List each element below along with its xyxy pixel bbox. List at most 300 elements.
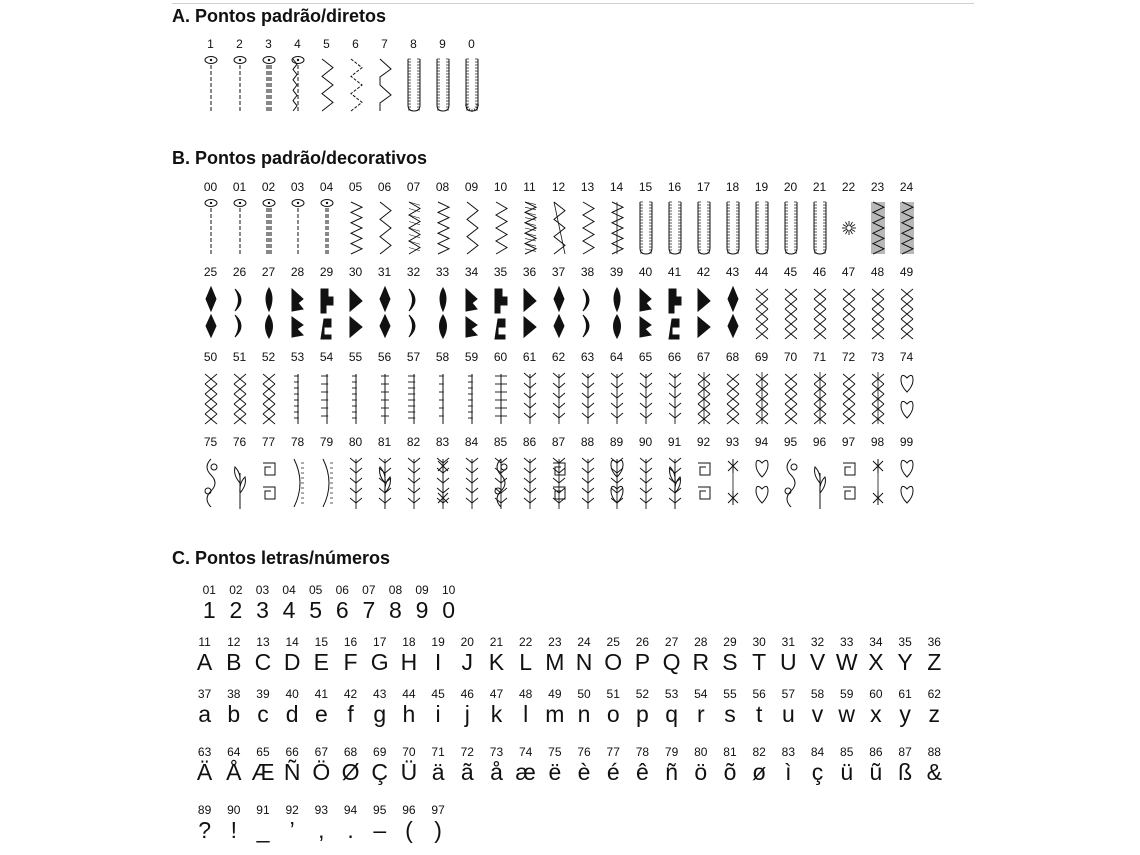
stitch-number: 41 [667,265,682,279]
character-cell [569,746,598,785]
character-glyph: è [577,759,591,785]
stitch-pattern-icon [374,368,396,426]
character-cell [803,636,832,675]
character-glyph: . [347,817,354,843]
stitch-cell [399,436,428,511]
character-cell [248,746,277,785]
stitch-pattern-icon [809,198,831,256]
character-cell [336,804,365,843]
character-cell [482,688,511,727]
stitch-cell [399,266,428,341]
stitch-number: 58 [435,350,450,364]
character-glyph: X [868,649,884,675]
stitch-number: 54 [319,350,334,364]
character-cell [832,746,861,785]
stitch-cell [515,181,544,256]
stitch-number: 90 [638,435,653,449]
character-glyph: n [577,701,591,727]
character-number: 71 [431,745,445,759]
character-glyph: H [400,649,418,675]
stitch-cell [660,181,689,256]
character-cell [803,746,832,785]
character-glyph: ä [431,759,445,785]
stitch-pattern-icon [722,453,744,511]
character-number: 09 [415,583,429,597]
stitch-pattern-icon [345,368,367,426]
character-cell [482,636,511,675]
character-glyph: ) [434,817,442,843]
stitch-cell [805,181,834,256]
stitch-number: 85 [493,435,508,449]
stitch-cell [805,266,834,341]
stitch-cell [747,436,776,511]
character-cell [482,746,511,785]
character-glyph: _ [256,817,270,843]
stitch-number: 39 [609,265,624,279]
character-glyph: G [370,649,389,675]
character-cell [599,636,628,675]
stitch-cell [747,351,776,426]
character-cell [365,688,394,727]
stitch-pattern-icon [490,453,512,511]
character-number: 31 [781,635,796,649]
character-glyph: I [434,649,442,675]
character-cell [248,688,277,727]
stitch-number: 99 [899,435,914,449]
stitch-cell [399,38,428,113]
character-glyph: O [604,649,623,675]
stitch-number: 91 [667,435,682,449]
stitch-number: 35 [493,265,508,279]
stitch-pattern-icon [316,198,338,256]
stitch-cell [486,266,515,341]
stitch-pattern-icon [374,283,396,341]
character-cell [715,746,744,785]
character-number: 38 [227,687,241,701]
character-glyph: 5 [309,597,323,623]
stitch-cell [776,436,805,511]
character-cell [832,636,861,675]
character-glyph: Q [662,649,681,675]
character-cell [686,746,715,785]
character-number: 46 [460,687,474,701]
character-cell [686,688,715,727]
stitch-cell [892,436,921,511]
character-number: 32 [810,635,825,649]
stitch-cell [631,181,660,256]
stitch-number: 08 [435,180,450,194]
character-number: 88 [927,745,941,759]
character-number: 33 [840,635,854,649]
character-cell [190,746,219,785]
stitch-cell [312,38,341,113]
stitch-number: 75 [203,435,218,449]
stitch-number: 89 [609,435,624,449]
character-cell [861,688,890,727]
stitch-pattern-icon [664,283,686,341]
stitch-number: 11 [523,180,536,194]
stitch-cell [254,38,283,113]
stitch-pattern-icon [577,368,599,426]
character-number: 80 [694,745,708,759]
character-cell [453,688,482,727]
character-cell [394,804,423,843]
character-cell [336,746,365,785]
stitch-pattern-icon [780,453,802,511]
character-cell [540,636,569,675]
character-number: 82 [752,745,766,759]
character-glyph: & [926,759,942,785]
character-number: 69 [373,745,387,759]
stitch-pattern-icon [316,283,338,341]
stitch-cell [573,436,602,511]
stitch-cell [486,351,515,426]
character-glyph: F [343,649,358,675]
stitch-cell [544,436,573,511]
stitch-cell [341,436,370,511]
stitch-cell [718,436,747,511]
stitch-cell [283,436,312,511]
stitch-cell [515,266,544,341]
stitch-number: 50 [203,350,218,364]
character-cell [278,688,307,727]
section-b-stitch-row [196,266,921,341]
stitch-number: 59 [464,350,479,364]
character-number: 48 [518,687,533,701]
character-glyph: , [318,817,325,843]
stitch-cell [892,181,921,256]
character-number: 04 [282,583,296,597]
character-cell [336,688,365,727]
stitch-pattern-icon [809,368,831,426]
stitch-cell [834,266,863,341]
stitch-pattern-icon [403,283,425,341]
stitch-pattern-icon [374,198,396,256]
stitch-pattern-icon [316,55,338,113]
stitch-number: 13 [580,180,595,194]
stitch-cell [631,266,660,341]
stitch-cell [776,351,805,426]
stitch-cell [196,436,225,511]
stitch-pattern-icon [519,198,541,256]
character-cell [307,636,336,675]
character-cell [276,584,303,623]
stitch-number: 71 [812,350,827,364]
stitch-number: 51 [232,350,247,364]
character-cell [657,636,686,675]
character-glyph: 9 [415,597,429,623]
character-glyph: v [811,701,824,727]
stitch-pattern-icon [635,283,657,341]
character-glyph: N [575,649,593,675]
character-number: 39 [256,687,270,701]
stitch-number: 07 [406,180,421,194]
character-glyph: a [198,701,211,727]
stitch-number: 49 [899,265,914,279]
stitch-pattern-icon [287,55,309,113]
character-glyph: Ñ [283,759,301,785]
stitch-number: 3 [265,37,272,51]
character-cell [424,688,453,727]
stitch-pattern-icon [229,198,251,256]
stitch-cell [486,436,515,511]
character-number: 62 [927,687,941,701]
character-glyph: æ [515,759,536,785]
stitch-pattern-icon [229,55,251,113]
stitch-pattern-icon [867,283,889,341]
stitch-cell [660,351,689,426]
character-cell [861,636,890,675]
stitch-pattern-icon [258,453,280,511]
character-number: 40 [285,687,299,701]
character-cell [219,636,248,675]
stitch-pattern-icon [693,283,715,341]
character-glyph: 0 [442,597,456,623]
character-glyph: 6 [335,597,349,623]
character-glyph: U [780,649,797,675]
character-number: 79 [664,745,679,759]
character-cell [196,584,223,623]
character-cell [891,688,920,727]
stitch-cell [863,266,892,341]
stitch-number: 78 [290,435,305,449]
character-number: 95 [373,803,387,817]
stitch-number: 5 [323,37,330,51]
character-glyph: 7 [362,597,376,623]
stitch-cell [457,181,486,256]
stitch-pattern-icon [693,198,715,256]
stitch-pattern-icon [490,368,512,426]
character-glyph: ø [752,759,767,785]
stitch-cell [370,351,399,426]
character-number: 72 [460,745,474,759]
stitch-cell [341,38,370,113]
stitch-number: 19 [754,180,769,194]
stitch-cell [457,351,486,426]
character-number: 51 [606,687,620,701]
stitch-pattern-icon [664,453,686,511]
stitch-number: 80 [348,435,363,449]
character-glyph: y [899,701,911,727]
stitch-pattern-icon [664,198,686,256]
stitch-pattern-icon [519,453,541,511]
stitch-pattern-icon [519,368,541,426]
stitch-cell [225,181,254,256]
stitch-number: 72 [841,350,856,364]
character-number: 86 [869,745,883,759]
character-cell [511,688,540,727]
stitch-number: 74 [899,350,914,364]
stitch-pattern-icon [258,283,280,341]
stitch-pattern-icon [374,453,396,511]
stitch-cell [544,266,573,341]
stitch-number: 61 [522,350,537,364]
stitch-cell [283,266,312,341]
character-glyph: Ç [371,759,389,785]
character-number: 53 [664,687,679,701]
character-cell [774,746,803,785]
stitch-cell [805,351,834,426]
character-cell [861,746,890,785]
character-number: 13 [256,635,270,649]
stitch-pattern-icon [258,55,280,113]
stitch-cell [602,436,631,511]
stitch-pattern-icon [838,198,860,256]
stitch-number: 20 [783,180,798,194]
character-number: 73 [489,745,504,759]
stitch-cell [225,266,254,341]
character-glyph: o [606,701,620,727]
stitch-pattern-icon [606,198,628,256]
character-number: 34 [869,635,883,649]
character-glyph: j [464,701,470,727]
character-number: 92 [285,803,299,817]
character-cell [511,746,540,785]
character-number: 56 [752,687,766,701]
stitch-number: 32 [406,265,421,279]
character-glyph: R [692,649,710,675]
stitch-pattern-icon [896,283,918,341]
stitch-number: 92 [696,435,711,449]
stitch-cell [776,266,805,341]
character-glyph: 4 [282,597,296,623]
stitch-number: 47 [841,265,856,279]
character-glyph: g [373,701,387,727]
character-number: 57 [781,687,796,701]
stitch-pattern-icon [461,453,483,511]
stitch-number: 33 [435,265,450,279]
character-glyph: m [545,701,565,727]
character-number: 83 [781,745,796,759]
character-cell [540,746,569,785]
character-glyph: 2 [229,597,243,623]
section-a-stitch-row [196,38,486,113]
character-cell [774,636,803,675]
character-cell [219,804,248,843]
character-number: 84 [810,745,825,759]
character-number: 25 [606,635,620,649]
character-cell [394,688,423,727]
stitch-cell [196,38,225,113]
stitch-number: 60 [493,350,508,364]
character-glyph: Å [226,759,242,785]
section-c-char-row [196,584,462,623]
stitch-pattern-icon [519,283,541,341]
character-glyph: d [285,701,299,727]
stitch-number: 94 [754,435,769,449]
section-b-stitch-row [196,436,921,511]
stitch-number: 87 [551,435,566,449]
stitch-number: 1 [207,37,214,51]
character-cell [249,584,276,623]
character-cell [745,688,774,727]
section-c-char-row [190,804,453,843]
stitch-pattern-icon [374,55,396,113]
stitch-cell [428,38,457,113]
character-number: 37 [197,687,212,701]
stitch-number: 73 [870,350,885,364]
character-cell [569,636,598,675]
character-cell [745,746,774,785]
character-glyph: w [838,701,856,727]
character-cell [435,584,462,623]
character-number: 54 [694,687,708,701]
character-cell [657,746,686,785]
stitch-number: 86 [522,435,537,449]
stitch-pattern-icon [693,368,715,426]
character-glyph: ã [460,759,474,785]
stitch-cell [312,181,341,256]
character-cell [774,688,803,727]
character-cell [424,636,453,675]
stitch-pattern-icon [867,198,889,256]
stitch-number: 29 [319,265,334,279]
character-number: 28 [694,635,708,649]
character-glyph: S [722,649,738,675]
character-cell [302,584,329,623]
stitch-pattern-icon [316,453,338,511]
character-number: 18 [402,635,416,649]
character-cell [453,636,482,675]
stitch-pattern-icon [345,453,367,511]
character-number: 41 [314,687,329,701]
character-number: 17 [373,635,387,649]
character-number: 10 [441,583,456,597]
stitch-number: 81 [377,435,392,449]
character-number: 02 [229,583,243,597]
stitch-cell [341,181,370,256]
stitch-cell [312,436,341,511]
character-glyph: 8 [389,597,402,623]
stitch-number: 03 [290,180,305,194]
stitch-cell [544,181,573,256]
stitch-cell [254,351,283,426]
stitch-pattern-icon [200,453,222,511]
stitch-pattern-icon [838,283,860,341]
character-number: 90 [227,803,241,817]
stitch-number: 40 [638,265,653,279]
character-number: 60 [869,687,883,701]
stitch-cell [312,266,341,341]
stitch-number: 05 [348,180,363,194]
section-b-stitch-row [196,351,921,426]
stitch-pattern-icon [258,198,280,256]
character-cell [715,636,744,675]
stitch-cell [254,266,283,341]
stitch-pattern-icon [200,283,222,341]
character-glyph: Æ [251,759,275,785]
stitch-cell [254,181,283,256]
character-glyph: V [809,649,826,675]
character-number: 64 [227,745,241,759]
character-glyph: B [226,649,242,675]
character-glyph: ç [811,759,824,785]
character-number: 68 [343,745,358,759]
character-glyph: Z [927,649,942,675]
stitch-pattern-icon [548,283,570,341]
stitch-number: 77 [261,435,276,449]
character-cell [219,746,248,785]
stitch-cell [805,436,834,511]
stitch-pattern-icon [896,198,918,256]
stitch-pattern-icon [345,55,367,113]
character-number: 01 [202,583,216,597]
character-glyph: ì [785,759,792,785]
stitch-number: 52 [261,350,276,364]
stitch-pattern-icon [229,368,251,426]
stitch-number: 9 [439,37,446,51]
character-number: 50 [577,687,591,701]
